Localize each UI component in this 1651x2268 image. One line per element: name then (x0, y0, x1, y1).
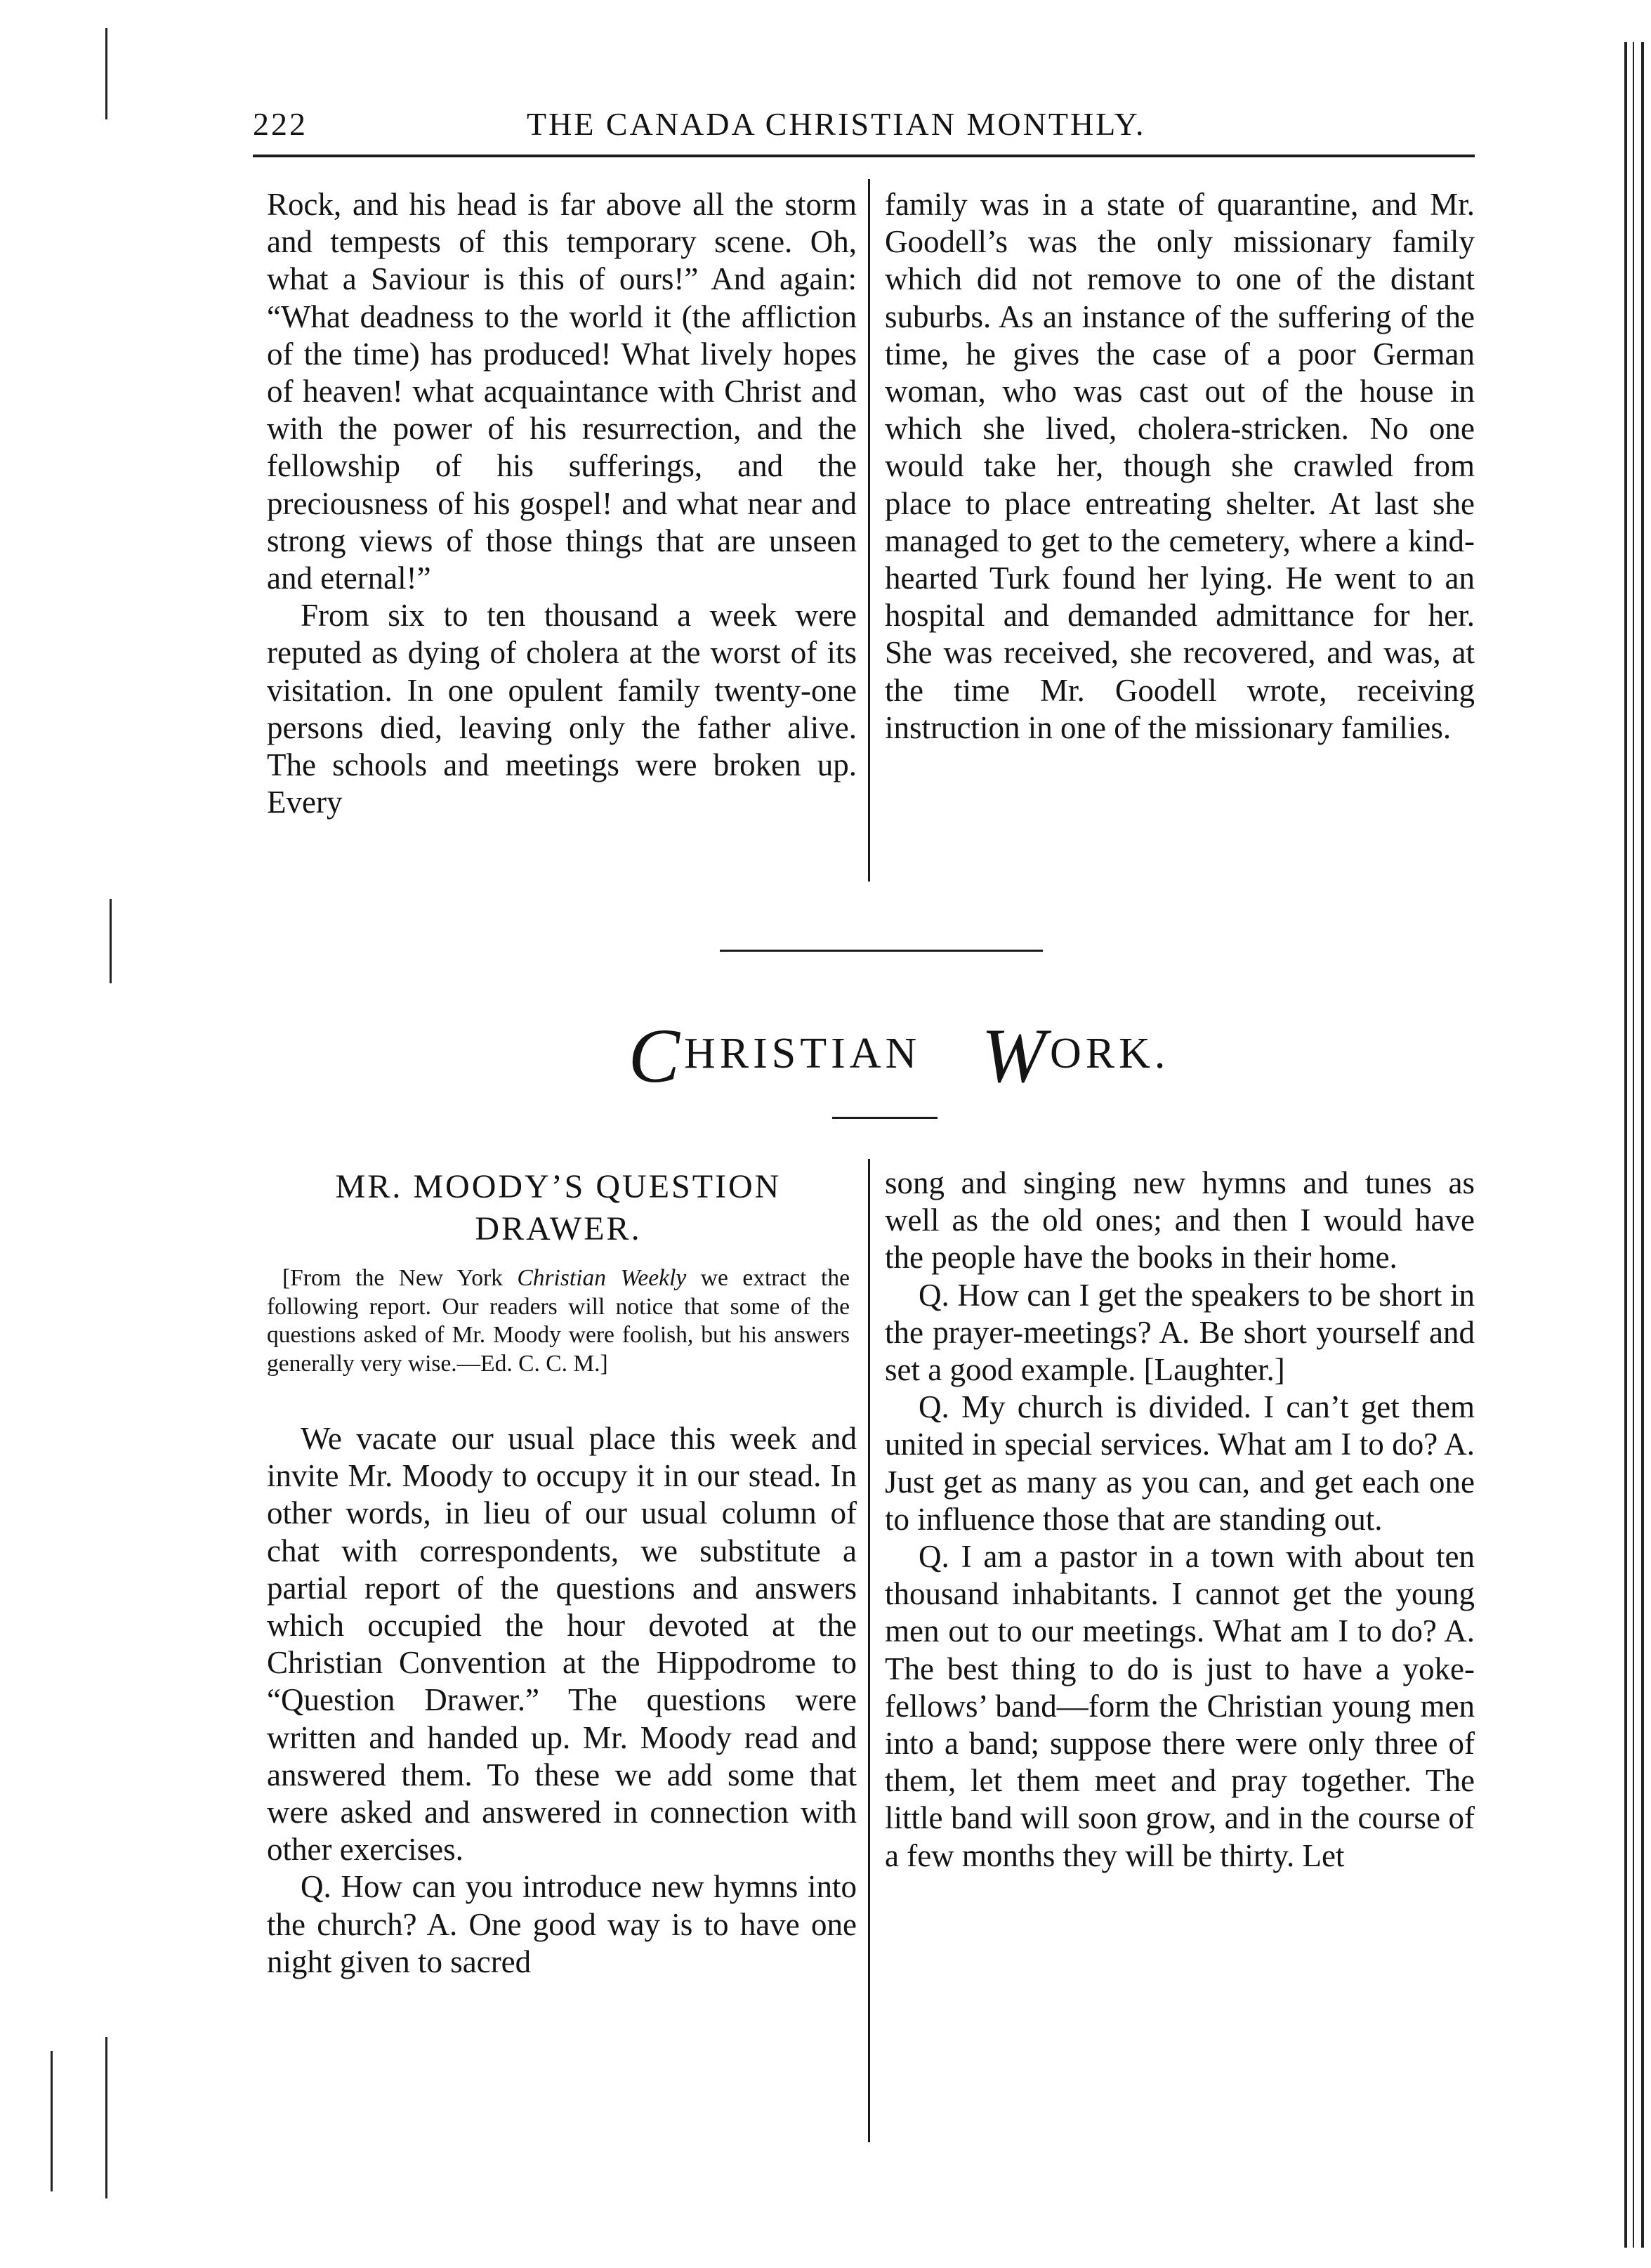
section-word-2: ORK. (1049, 1030, 1170, 1077)
bottom-left-column (267, 1420, 857, 1981)
left-scan-edge (0, 0, 42, 2268)
paragraph: We vacate our usual place this week and invite Mr. Moody to occupy it in our stead. In other words, in lieu of our usual column of chat with correspondents, we substitute a partial report of the questions and answers which occupied the hour devoted at the Christian Convention at the Hippodrome to “Question Drawer.” The questions were written and handed up. Mr. Moody read and answered them. To these we add some that were asked and answered in connection with other exercises. (267, 1421, 857, 1868)
right-scan-edge (1588, 0, 1651, 2268)
section-rule-top (720, 950, 1043, 952)
paragraph: Q. How can you introduce new hymns into the church? A. One good way is to have one night given to sacred (267, 1869, 857, 1979)
header-rule (253, 155, 1475, 157)
paragraph: Q. How can I get the speakers to be short in the prayer-meetings? A. Be short yourself and set a good example. [Laughter.] (885, 1277, 1475, 1388)
note-paper-name: Christian Weekly (517, 1265, 687, 1291)
paragraph: song and singing new hymns and tunes as well as the old ones; and then I would have the people have the books in their home. (885, 1165, 1475, 1276)
section-initial-w: W (981, 1013, 1050, 1099)
note-prefix: [From the New York (282, 1265, 518, 1291)
article-title-line-2: DRAWER. (475, 1210, 642, 1247)
paragraph: Q. My church is divided. I can’t get them united in special services. What am I to do? A. Just get as many as you can, and get each one to influence those that are standing out. (885, 1389, 1475, 1537)
section-initial-c: C (628, 1013, 684, 1099)
section-word-1: HRISTIAN (684, 1030, 921, 1077)
article-title (267, 1166, 850, 1250)
article-title-line-1: MR. MOODY’S QUESTION (335, 1168, 782, 1205)
paragraph: Q. I am a pastor in a town with about ten thousand inhabitants. I cannot get the young men out to our meetings. What am I to do? A. The best thing to do is just to have a yokefellows’ band—form the Christian young men into a band; suppose there were only three of them, let them meet and pray together. The little band will soon grow, and in the course of a few months they will be thirty. Let (885, 1539, 1475, 1873)
paragraph: Rock, and his head is far above all the storm and tempests of this temporary scene. Oh, what a Saviour is this of ours!” And again: “What deadness to the world it (the affliction of the time) has produced! What lively hopes of heaven! what acquaintance with Christ and with the power of his resurrection, and the fellowship of his sufferings, and the preciousness of his gospel! and what near and strong views of those things that are unseen and eternal!” (267, 187, 857, 596)
column-rule (868, 179, 870, 881)
paragraph: family was in a state of quarantine, and Mr. Goodell’s was the only missionary family which did not remove to one of the distant suburbs. As an instance of the suffering of the time, he gives the case of a poor German woman, who was cast out of the house in which she lived, cholera-stricken. No one would take her, though she crawled from place to place entreating shelter. At last she managed to get to the cemetery, where a kind-hearted Turk found her lying. He went to an hospital and demanded admittance for her. She was received, she recovered, and was, at the time Mr. Goodell wrote, receiving instruction in one of the missionary families. (885, 187, 1475, 745)
section-heading (618, 1011, 1180, 1099)
column-rule (868, 1159, 870, 2142)
running-header (253, 105, 1475, 148)
bottom-right-column (885, 1165, 1475, 1875)
top-left-column (267, 186, 857, 821)
paragraph: From six to ten thousand a week were reputed as dying of cholera at the worst of its visitation. In one opulent family twenty-one persons died, leaving only the father alive. The schools and meetings were broken up. Every (267, 598, 857, 820)
running-title: THE CANADA CHRISTIAN MONTHLY. (527, 106, 1146, 142)
top-right-column (885, 186, 1475, 747)
page-number: 222 (253, 106, 308, 142)
note-text: we extract the following report. Our readers will notice that some of the questions asked of Mr. Moody were foolish, but his answers generally very wise.—Ed. C. C. M.] (267, 1265, 850, 1377)
editor-note (267, 1264, 850, 1378)
section-rule-bottom (832, 1117, 938, 1119)
